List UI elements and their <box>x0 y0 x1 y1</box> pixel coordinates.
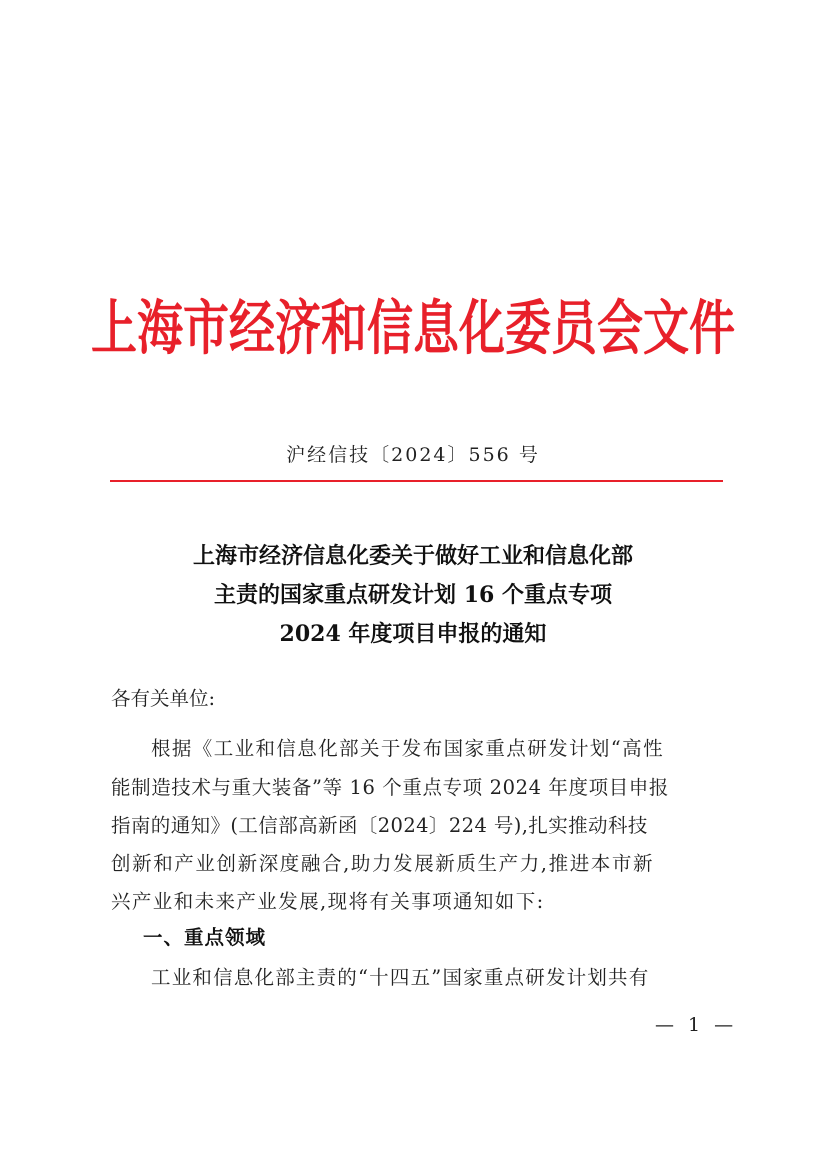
salutation: 各有关单位: <box>111 687 216 710</box>
paragraph-line-2: 能制造技术与重大装备”等 16 个重点专项 2024 年度项目申报 <box>111 776 670 799</box>
notice-title-line-3: 2024 年度项目申报的通知 <box>279 621 547 647</box>
paragraph-line-1: 根据《工业和信息化部关于发布国家重点研发计划“高性 <box>151 737 664 760</box>
document-number: 沪经信技〔2024〕556 号 <box>286 444 540 466</box>
notice-title <box>0 537 826 654</box>
page-number: — 1 — <box>655 1014 738 1036</box>
section-text-line: 工业和信息化部主责的“十四五”国家重点研发计划共有 <box>151 966 650 989</box>
paragraph-line-4: 创新和产业创新深度融合,助力发展新质生产力,推进本市新 <box>111 852 655 875</box>
paragraph-line-3: 指南的通知》(工信部高新函〔2024〕224 号),扎实推动科技 <box>111 814 648 837</box>
masthead-title: 上海市经济和信息化委员会文件 <box>91 293 735 363</box>
red-divider-line <box>110 480 723 482</box>
notice-title-line-1: 上海市经济信息化委关于做好工业和信息化部 <box>192 543 633 569</box>
paragraph-line-5: 兴产业和未来产业发展,现将有关事项通知如下: <box>111 890 545 913</box>
section-heading-key-areas: 一、重点领域 <box>143 926 267 949</box>
notice-title-line-2: 主责的国家重点研发计划 16 个重点专项 <box>214 582 612 608</box>
